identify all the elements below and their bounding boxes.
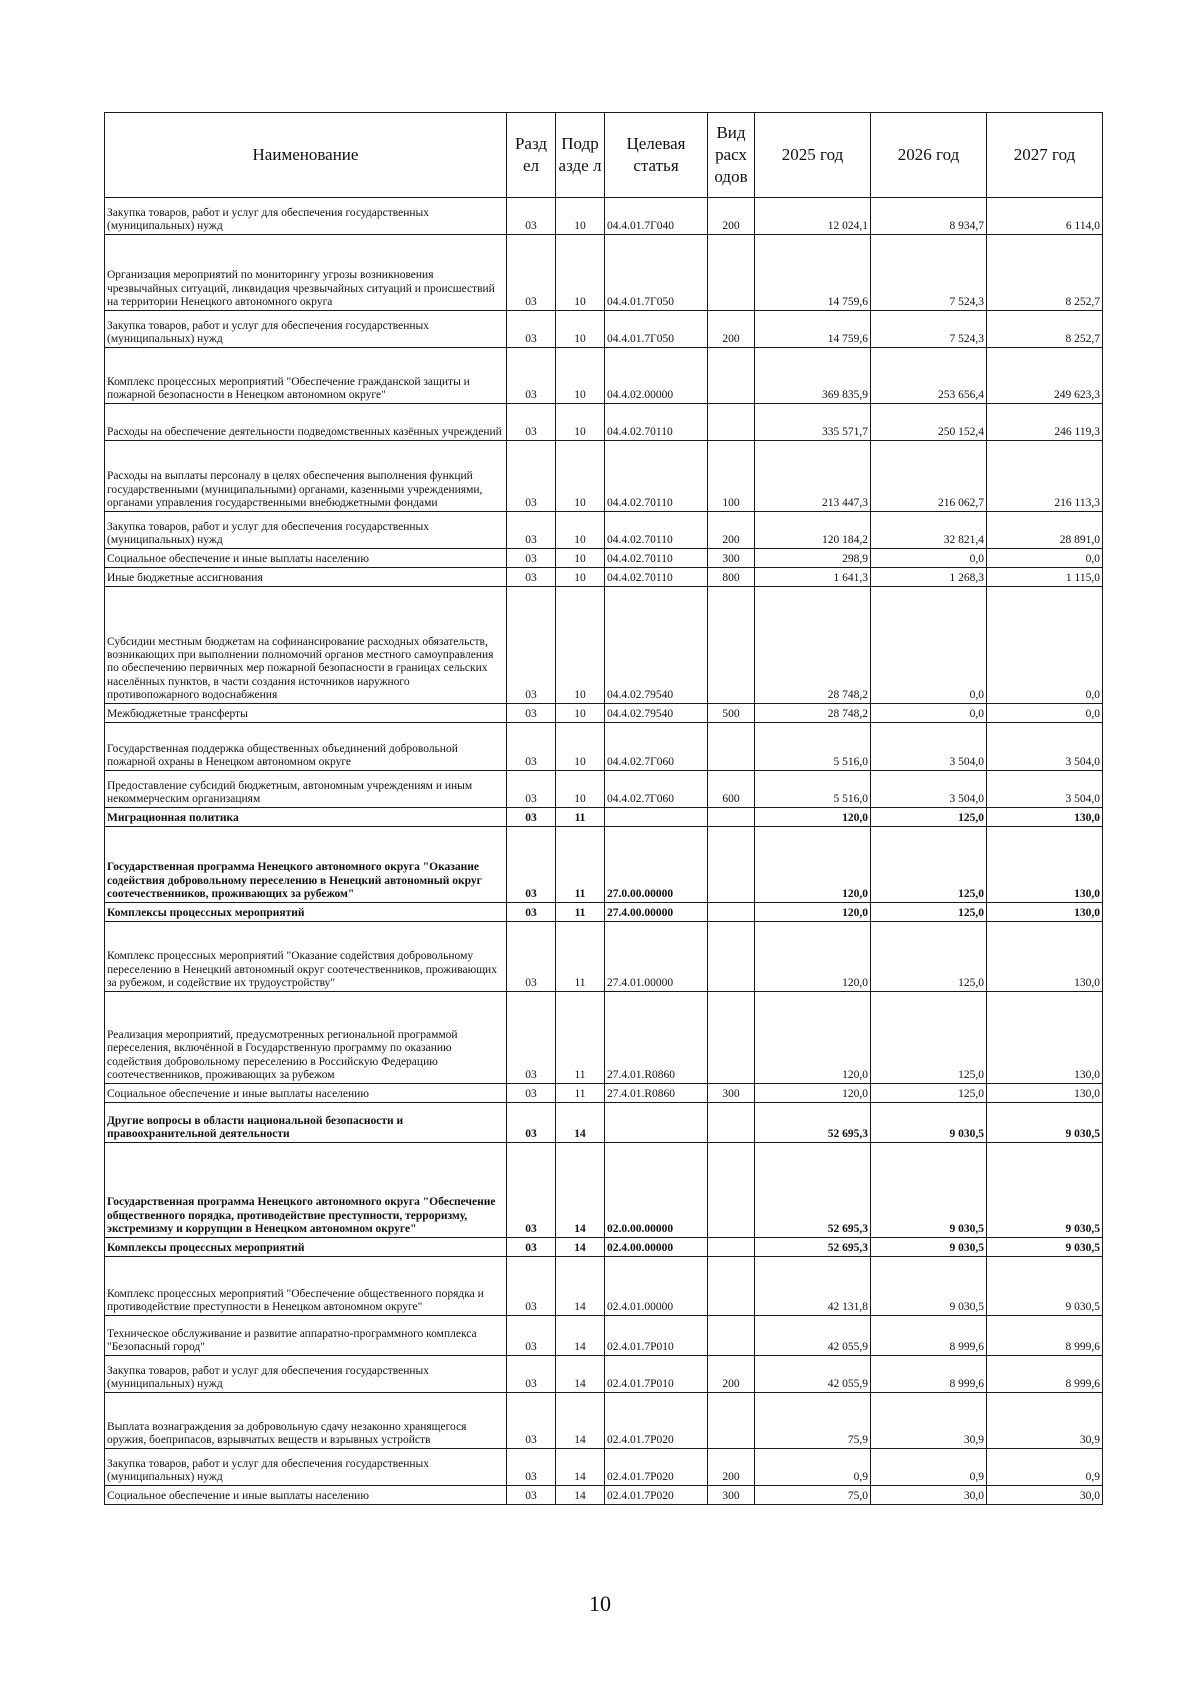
row-target-article: 04.4.02.79540 [605,587,708,704]
row-amount-2027: 130,0 [987,808,1103,827]
row-section: 03 [507,1238,556,1257]
row-name: Социальное обеспечение и иные выплаты населению [105,549,507,568]
row-amount-2026: 32 821,4 [871,512,987,549]
row-name: Реализация мероприятий, предусмотренных региональной программой переселения, включённой в Государственную программу по оказанию содействия добровольному переселению в Российскую Федерацию соотечественников, проживающих за рубежом [105,992,507,1084]
row-expense-type: 300 [708,1486,755,1505]
row-section: 03 [507,808,556,827]
row-amount-2027: 249 623,3 [987,348,1103,404]
row-expense-type [708,1393,755,1449]
row-name: Комплекс процессных мероприятий "Обеспечение гражданской защиты и пожарной безопасности в Ненецком автономном округе" [105,348,507,404]
row-expense-type [708,903,755,922]
row-expense-type: 300 [708,549,755,568]
row-target-article [605,808,708,827]
row-target-article: 04.4.02.70110 [605,549,708,568]
row-subsection: 14 [556,1449,605,1486]
row-expense-type [708,723,755,771]
row-amount-2025: 120,0 [755,808,871,827]
table-row [105,723,1103,771]
row-amount-2027: 0,9 [987,1449,1103,1486]
row-expense-type: 300 [708,1084,755,1103]
row-section: 03 [507,704,556,723]
table-row [105,1084,1103,1103]
row-amount-2026: 7 524,3 [871,235,987,311]
row-amount-2026: 216 062,7 [871,441,987,512]
row-subsection: 10 [556,404,605,441]
row-amount-2027: 9 030,5 [987,1238,1103,1257]
table-row [105,827,1103,903]
row-subsection: 11 [556,992,605,1084]
row-target-article: 04.4.02.70110 [605,512,708,549]
row-name: Расходы на выплаты персоналу в целях обеспечения выполнения функций государственными (муниципальными) органами, казенными учреждениями, органами управления государственными внебюджетными фондами [105,441,507,512]
table-row [105,311,1103,348]
row-subsection: 10 [556,723,605,771]
table-row [105,441,1103,512]
header-target-article: Целевая статья [605,113,708,198]
row-amount-2025: 369 835,9 [755,348,871,404]
budget-table [104,112,1103,1505]
row-expense-type [708,1238,755,1257]
row-name: Государственная программа Ненецкого автономного округа "Обеспечение общественного порядка, противодействие преступности, терроризму, экстремизму и коррупции в Ненецком автономном округе" [105,1143,507,1238]
row-name: Социальное обеспечение и иные выплаты населению [105,1084,507,1103]
row-subsection: 10 [556,771,605,808]
table-row [105,1143,1103,1238]
row-section: 03 [507,1393,556,1449]
row-subsection: 14 [556,1143,605,1238]
row-amount-2025: 213 447,3 [755,441,871,512]
row-section: 03 [507,1486,556,1505]
table-row [105,235,1103,311]
row-amount-2027: 8 999,6 [987,1316,1103,1356]
row-expense-type [708,1316,755,1356]
row-section: 03 [507,827,556,903]
row-expense-type [708,404,755,441]
row-target-article: 02.4.01.7Р020 [605,1486,708,1505]
row-amount-2025: 14 759,6 [755,311,871,348]
row-name: Социальное обеспечение и иные выплаты населению [105,1486,507,1505]
row-subsection: 10 [556,549,605,568]
table-row [105,771,1103,808]
row-subsection: 14 [556,1238,605,1257]
row-target-article: 02.4.00.00000 [605,1238,708,1257]
row-section: 03 [507,587,556,704]
row-target-article [605,1103,708,1143]
row-name: Комплексы процессных мероприятий [105,903,507,922]
row-amount-2026: 125,0 [871,922,987,992]
row-amount-2026: 125,0 [871,992,987,1084]
row-subsection: 10 [556,587,605,704]
row-amount-2027: 3 504,0 [987,723,1103,771]
row-amount-2027: 0,0 [987,549,1103,568]
header-subsection: Подр азде л [556,113,605,198]
table-row [105,1449,1103,1486]
row-amount-2025: 12 024,1 [755,198,871,235]
row-amount-2027: 1 115,0 [987,568,1103,587]
row-amount-2027: 6 114,0 [987,198,1103,235]
row-subsection: 11 [556,808,605,827]
row-name: Государственная программа Ненецкого автономного округа "Оказание содействия добровольному переселению в Ненецкий автономный округ соотечественников, проживающих за рубежом" [105,827,507,903]
row-amount-2025: 120,0 [755,903,871,922]
row-subsection: 14 [556,1257,605,1316]
row-expense-type [708,1143,755,1238]
row-amount-2026: 3 504,0 [871,771,987,808]
row-amount-2026: 0,9 [871,1449,987,1486]
row-amount-2027: 130,0 [987,992,1103,1084]
row-target-article: 27.4.01.R0860 [605,1084,708,1103]
table-body [105,198,1103,1505]
table-row [105,1257,1103,1316]
table-row [105,549,1103,568]
row-target-article: 04.4.02.79540 [605,704,708,723]
row-target-article: 04.4.02.7Г060 [605,771,708,808]
row-expense-type: 600 [708,771,755,808]
row-name: Расходы на обеспечение деятельности подведомственных казённых учреждений [105,404,507,441]
row-subsection: 10 [556,704,605,723]
row-subsection: 11 [556,903,605,922]
row-name: Субсидии местным бюджетам на софинансирование расходных обязательств, возникающих при выполнении полномочий органов местного самоуправления по обеспечению первичных мер пожарной безопасности в границах сельских населённых пунктов, в части создания источников наружного противопожарного водоснабжения [105,587,507,704]
row-target-article: 02.4.01.00000 [605,1257,708,1316]
row-amount-2027: 8 999,6 [987,1356,1103,1393]
row-amount-2027: 130,0 [987,1084,1103,1103]
row-name: Иные бюджетные ассигнования [105,568,507,587]
row-amount-2026: 0,0 [871,704,987,723]
row-name: Миграционная политика [105,808,507,827]
row-name: Предоставление субсидий бюджетным, автономным учреждениям и иным некоммерческим организациям [105,771,507,808]
row-subsection: 11 [556,827,605,903]
row-target-article: 04.4.01.7Г050 [605,311,708,348]
row-amount-2027: 246 119,3 [987,404,1103,441]
table-row [105,1238,1103,1257]
header-year-2025: 2025 год [755,113,871,198]
row-amount-2026: 125,0 [871,808,987,827]
row-section: 03 [507,903,556,922]
row-subsection: 14 [556,1316,605,1356]
row-name: Выплата вознаграждения за добровольную сдачу незаконно хранящегося оружия, боеприпасов, взрывчатых веществ и взрывных устройств [105,1393,507,1449]
row-target-article: 02.4.01.7Р020 [605,1449,708,1486]
row-amount-2025: 42 055,9 [755,1356,871,1393]
table-row [105,808,1103,827]
row-amount-2027: 30,9 [987,1393,1103,1449]
row-subsection: 10 [556,348,605,404]
row-section: 03 [507,1143,556,1238]
row-amount-2026: 0,0 [871,587,987,704]
row-target-article: 02.4.01.7Р010 [605,1316,708,1356]
row-expense-type [708,808,755,827]
row-subsection: 11 [556,922,605,992]
row-expense-type [708,992,755,1084]
row-name: Закупка товаров, работ и услуг для обеспечения государственных (муниципальных) нужд [105,512,507,549]
row-target-article: 04.4.02.70110 [605,404,708,441]
row-amount-2025: 335 571,7 [755,404,871,441]
row-section: 03 [507,198,556,235]
row-amount-2027: 130,0 [987,903,1103,922]
row-amount-2025: 28 748,2 [755,587,871,704]
row-section: 03 [507,404,556,441]
row-section: 03 [507,311,556,348]
row-amount-2026: 3 504,0 [871,723,987,771]
row-section: 03 [507,512,556,549]
header-name: Наименование [105,113,507,198]
row-name: Другие вопросы в области национальной безопасности и правоохранительной деятельности [105,1103,507,1143]
row-target-article: 27.4.01.00000 [605,922,708,992]
row-target-article: 02.4.01.7Р020 [605,1393,708,1449]
row-subsection: 11 [556,1084,605,1103]
row-amount-2025: 42 055,9 [755,1316,871,1356]
row-amount-2025: 75,9 [755,1393,871,1449]
row-amount-2025: 52 695,3 [755,1143,871,1238]
row-name: Комплекс процессных мероприятий "Обеспечение общественного порядка и противодействие преступности в Ненецком автономном округе" [105,1257,507,1316]
row-amount-2026: 8 999,6 [871,1356,987,1393]
row-expense-type: 800 [708,568,755,587]
row-amount-2027: 3 504,0 [987,771,1103,808]
row-amount-2025: 42 131,8 [755,1257,871,1316]
row-subsection: 14 [556,1393,605,1449]
table-row [105,922,1103,992]
row-target-article: 27.4.00.00000 [605,903,708,922]
row-amount-2027: 130,0 [987,922,1103,992]
row-name: Комплексы процессных мероприятий [105,1238,507,1257]
row-amount-2026: 0,0 [871,549,987,568]
row-expense-type: 500 [708,704,755,723]
table-row [105,704,1103,723]
row-subsection: 14 [556,1356,605,1393]
table-row [105,348,1103,404]
row-amount-2025: 52 695,3 [755,1103,871,1143]
row-section: 03 [507,568,556,587]
row-amount-2025: 5 516,0 [755,771,871,808]
row-expense-type: 200 [708,512,755,549]
row-expense-type [708,922,755,992]
row-amount-2025: 120 184,2 [755,512,871,549]
row-name: Организация мероприятий по мониторингу угрозы возникновения чрезвычайных ситуаций, ликвидация чрезвычайных ситуаций и происшествий на территории Ненецкого автономного округа [105,235,507,311]
row-expense-type [708,587,755,704]
row-target-article: 04.4.02.70110 [605,441,708,512]
row-name: Техническое обслуживание и развитие аппаратно-программного комплекса "Безопасный город" [105,1316,507,1356]
row-section: 03 [507,1103,556,1143]
header-section: Разд ел [507,113,556,198]
row-subsection: 10 [556,311,605,348]
row-amount-2027: 9 030,5 [987,1143,1103,1238]
row-amount-2026: 125,0 [871,903,987,922]
row-section: 03 [507,348,556,404]
table-header-row [105,113,1103,198]
table-row [105,903,1103,922]
table-row [105,1103,1103,1143]
row-target-article: 27.4.01.R0860 [605,992,708,1084]
row-amount-2025: 1 641,3 [755,568,871,587]
row-amount-2027: 216 113,3 [987,441,1103,512]
row-amount-2027: 9 030,5 [987,1257,1103,1316]
row-section: 03 [507,1356,556,1393]
row-amount-2026: 30,0 [871,1486,987,1505]
table-row [105,1486,1103,1505]
row-expense-type: 200 [708,1356,755,1393]
row-subsection: 10 [556,568,605,587]
row-name: Закупка товаров, работ и услуг для обеспечения государственных (муниципальных) нужд [105,1356,507,1393]
row-expense-type: 200 [708,311,755,348]
row-section: 03 [507,1257,556,1316]
row-amount-2026: 30,9 [871,1393,987,1449]
row-target-article: 27.0.00.00000 [605,827,708,903]
row-section: 03 [507,992,556,1084]
row-name: Закупка товаров, работ и услуг для обеспечения государственных (муниципальных) нужд [105,311,507,348]
row-amount-2026: 9 030,5 [871,1238,987,1257]
row-expense-type: 200 [708,198,755,235]
row-section: 03 [507,235,556,311]
row-expense-type [708,235,755,311]
row-name: Закупка товаров, работ и услуг для обеспечения государственных (муниципальных) нужд [105,198,507,235]
row-amount-2026: 125,0 [871,1084,987,1103]
row-amount-2025: 120,0 [755,922,871,992]
row-target-article: 04.4.02.7Г060 [605,723,708,771]
row-amount-2027: 9 030,5 [987,1103,1103,1143]
page-number: 10 [589,1591,611,1616]
row-subsection: 10 [556,235,605,311]
row-amount-2027: 0,0 [987,704,1103,723]
row-amount-2027: 30,0 [987,1486,1103,1505]
row-section: 03 [507,1316,556,1356]
table-row [105,587,1103,704]
row-target-article: 04.4.02.00000 [605,348,708,404]
row-amount-2026: 9 030,5 [871,1143,987,1238]
row-expense-type [708,1103,755,1143]
header-year-2027: 2027 год [987,113,1103,198]
row-subsection: 10 [556,198,605,235]
row-section: 03 [507,1084,556,1103]
row-subsection: 10 [556,441,605,512]
row-section: 03 [507,441,556,512]
row-expense-type [708,1257,755,1316]
row-amount-2025: 75,0 [755,1486,871,1505]
row-amount-2025: 120,0 [755,827,871,903]
row-amount-2025: 0,9 [755,1449,871,1486]
row-subsection: 14 [556,1103,605,1143]
row-expense-type: 200 [708,1449,755,1486]
table-row [105,404,1103,441]
row-target-article: 02.4.01.7Р010 [605,1356,708,1393]
row-section: 03 [507,549,556,568]
table-row [105,198,1103,235]
row-amount-2025: 120,0 [755,992,871,1084]
row-section: 03 [507,771,556,808]
row-amount-2026: 253 656,4 [871,348,987,404]
header-year-2026: 2026 год [871,113,987,198]
row-amount-2026: 125,0 [871,827,987,903]
row-amount-2025: 52 695,3 [755,1238,871,1257]
row-section: 03 [507,922,556,992]
row-amount-2026: 9 030,5 [871,1257,987,1316]
row-amount-2025: 14 759,6 [755,235,871,311]
row-amount-2026: 250 152,4 [871,404,987,441]
row-name: Государственная поддержка общественных объединений добровольной пожарной охраны в Ненецком автономном округе [105,723,507,771]
row-expense-type [708,827,755,903]
row-amount-2026: 1 268,3 [871,568,987,587]
table-row [105,568,1103,587]
row-target-article: 04.4.02.70110 [605,568,708,587]
row-subsection: 10 [556,512,605,549]
row-amount-2026: 7 524,3 [871,311,987,348]
row-expense-type: 100 [708,441,755,512]
row-amount-2025: 298,9 [755,549,871,568]
row-target-article: 04.4.01.7Г040 [605,198,708,235]
row-amount-2027: 8 252,7 [987,311,1103,348]
row-amount-2027: 28 891,0 [987,512,1103,549]
table-row [105,1393,1103,1449]
table-row [105,1356,1103,1393]
row-amount-2027: 0,0 [987,587,1103,704]
row-section: 03 [507,723,556,771]
row-amount-2026: 8 999,6 [871,1316,987,1356]
row-amount-2026: 8 934,7 [871,198,987,235]
table-row [105,512,1103,549]
header-expense-type: Вид расх одов [708,113,755,198]
row-amount-2025: 120,0 [755,1084,871,1103]
row-name: Межбюджетные трансферты [105,704,507,723]
row-subsection: 14 [556,1486,605,1505]
row-target-article: 02.0.00.00000 [605,1143,708,1238]
row-target-article: 04.4.01.7Г050 [605,235,708,311]
row-name: Комплекс процессных мероприятий "Оказание содействия добровольному переселению в Ненецкий автономный округ соотечественников, проживающих за рубежом, и содействие их трудоустройству" [105,922,507,992]
row-amount-2025: 5 516,0 [755,723,871,771]
row-amount-2026: 9 030,5 [871,1103,987,1143]
row-amount-2027: 130,0 [987,827,1103,903]
table-row [105,992,1103,1084]
row-section: 03 [507,1449,556,1486]
table-row [105,1316,1103,1356]
row-amount-2025: 28 748,2 [755,704,871,723]
row-amount-2027: 8 252,7 [987,235,1103,311]
row-expense-type [708,348,755,404]
row-name: Закупка товаров, работ и услуг для обеспечения государственных (муниципальных) нужд [105,1449,507,1486]
